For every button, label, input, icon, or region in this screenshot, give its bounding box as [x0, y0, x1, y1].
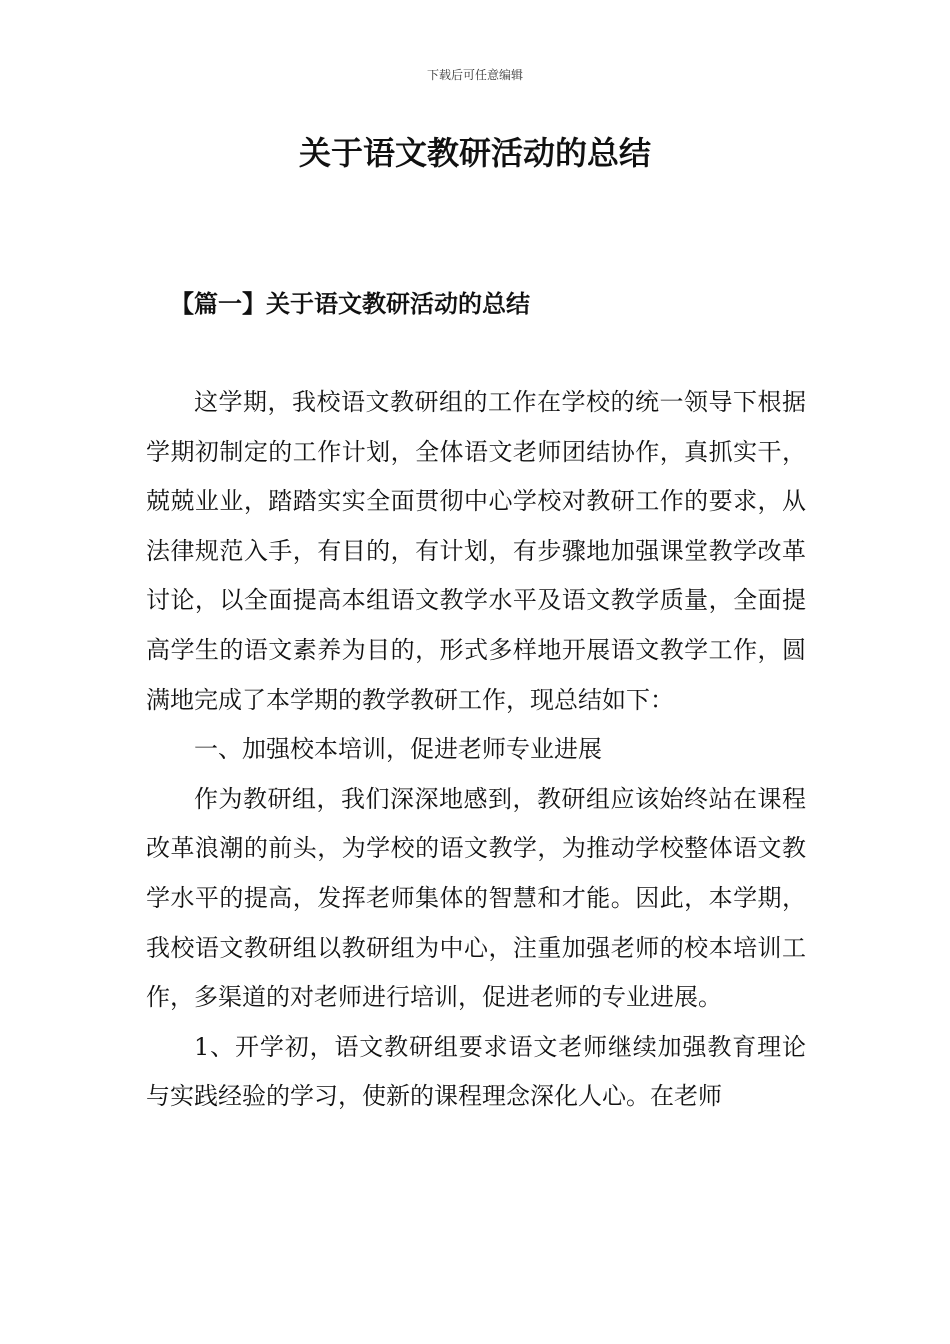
subheading-training: 一、加强校本培训，促进老师专业进展	[194, 735, 602, 764]
document-body	[146, 378, 806, 1122]
document-title: 关于语文教研活动的总结	[298, 134, 651, 172]
paragraph-training: 作为教研组，我们深深地感到，教研组应该始终站在课程改革浪潮的前头，为学校的语文教学，为推动学校整体语文教学水平的提高，发挥老师集体的智慧和才能。因此，本学期，我校语文教研组以教研组为中心，注重加强老师的校本培训工作，多渠道的对老师进行培训，促进老师的专业进展。	[146, 784, 806, 1012]
header-note: 下载后可任意编辑	[426, 68, 523, 82]
section-heading: 【篇一】关于语文教研活动的总结	[170, 289, 530, 318]
paragraph-intro: 这学期，我校语文教研组的工作在学校的统一领导下根据学期初制定的工作计划，全体语文老师团结协作，真抓实干，兢兢业业，踏踏实实全面贯彻中心学校对教研工作的要求，从法律规范入手，有目的，有计划，有步骤地加强课堂教学改革讨论，以全面提高本组语文教学水平及语文教学质量，全面提高学生的语文素养为目的，形式多样地开展语文教学工作，圆满地完成了本学期的教学教研工作，现总结如下：	[146, 388, 806, 714]
paragraph-item-1: 1、开学初，语文教研组要求语文老师继续加强教育理论与实践经验的学习，使新的课程理念深化人心。在老师	[146, 1032, 806, 1111]
